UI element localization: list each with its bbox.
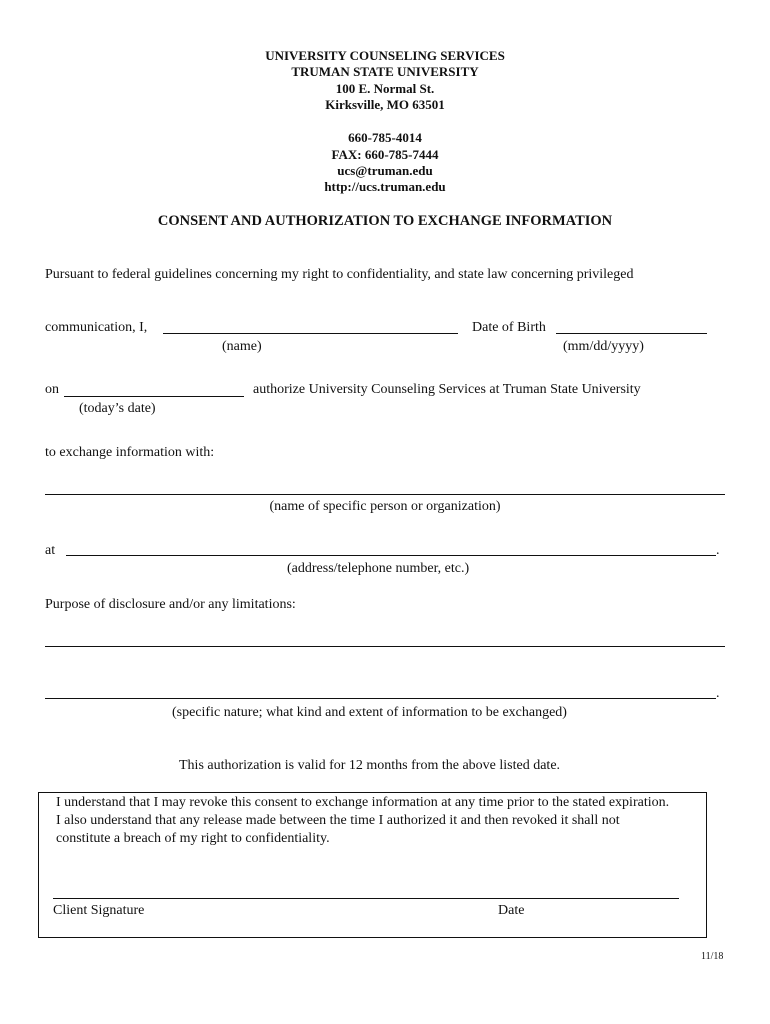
person-organization-hint: (name of specific person or organization) bbox=[269, 499, 501, 514]
form-version: 11/18 bbox=[701, 951, 724, 962]
name-hint: (name) bbox=[222, 339, 262, 354]
on-label: on bbox=[45, 382, 59, 397]
city-address: Kirksville, MO 63501 bbox=[325, 97, 445, 112]
purpose-period: . bbox=[716, 686, 720, 701]
client-signature-field[interactable] bbox=[53, 898, 679, 899]
purpose-field-line-1[interactable] bbox=[45, 646, 725, 647]
org-name: UNIVERSITY COUNSELING SERVICES bbox=[265, 48, 505, 63]
todays-date-field[interactable] bbox=[64, 396, 244, 397]
purpose-label: Purpose of disclosure and/or any limitations: bbox=[45, 597, 296, 612]
exchange-with-label: to exchange information with: bbox=[45, 445, 215, 460]
name-field[interactable] bbox=[163, 333, 458, 334]
communication-label: communication, I, bbox=[45, 320, 148, 335]
dob-field[interactable] bbox=[556, 333, 707, 334]
todays-date-hint: (today’s date) bbox=[79, 401, 156, 416]
email-address[interactable]: ucs@truman.edu bbox=[337, 163, 433, 178]
dob-label: Date of Birth bbox=[472, 320, 546, 335]
purpose-field-line-2[interactable] bbox=[45, 698, 716, 699]
signature-date-label: Date bbox=[498, 903, 525, 918]
phone-number: 660-785-4014 bbox=[348, 130, 422, 145]
revocation-box bbox=[38, 792, 707, 938]
intro-text: Pursuant to federal guidelines concerning my right to confidentiality, and state law concerning privileged bbox=[45, 267, 634, 282]
dob-hint: (mm/dd/yyyy) bbox=[563, 339, 644, 354]
person-organization-field[interactable] bbox=[45, 494, 725, 495]
purpose-hint: (specific nature; what kind and extent of information to be exchanged) bbox=[172, 705, 567, 720]
university-name: TRUMAN STATE UNIVERSITY bbox=[291, 64, 479, 79]
address-hint: (address/telephone number, etc.) bbox=[287, 561, 470, 576]
validity-statement: This authorization is valid for 12 months from the above listed date. bbox=[179, 758, 561, 773]
website-link[interactable]: http://ucs.truman.edu bbox=[324, 179, 446, 194]
revocation-text-line-3: constitute a breach of my right to confidentiality. bbox=[56, 831, 330, 846]
address-period: . bbox=[716, 543, 720, 558]
at-label: at bbox=[45, 543, 56, 558]
street-address: 100 E. Normal St. bbox=[335, 81, 435, 96]
fax-number: FAX: 660-785-7444 bbox=[331, 147, 439, 162]
revocation-text-line-2: I also understand that any release made between the time I authorized it and then revoked it shall not bbox=[56, 813, 620, 828]
authorize-text: authorize University Counseling Services at Truman State University bbox=[253, 382, 641, 397]
client-signature-label: Client Signature bbox=[53, 903, 145, 918]
document-title: CONSENT AND AUTHORIZATION TO EXCHANGE INFORMATION bbox=[157, 213, 613, 229]
address-field[interactable] bbox=[66, 555, 716, 556]
revocation-text-line-1: I understand that I may revoke this consent to exchange information at any time prior to the stated expiration. bbox=[56, 795, 670, 810]
